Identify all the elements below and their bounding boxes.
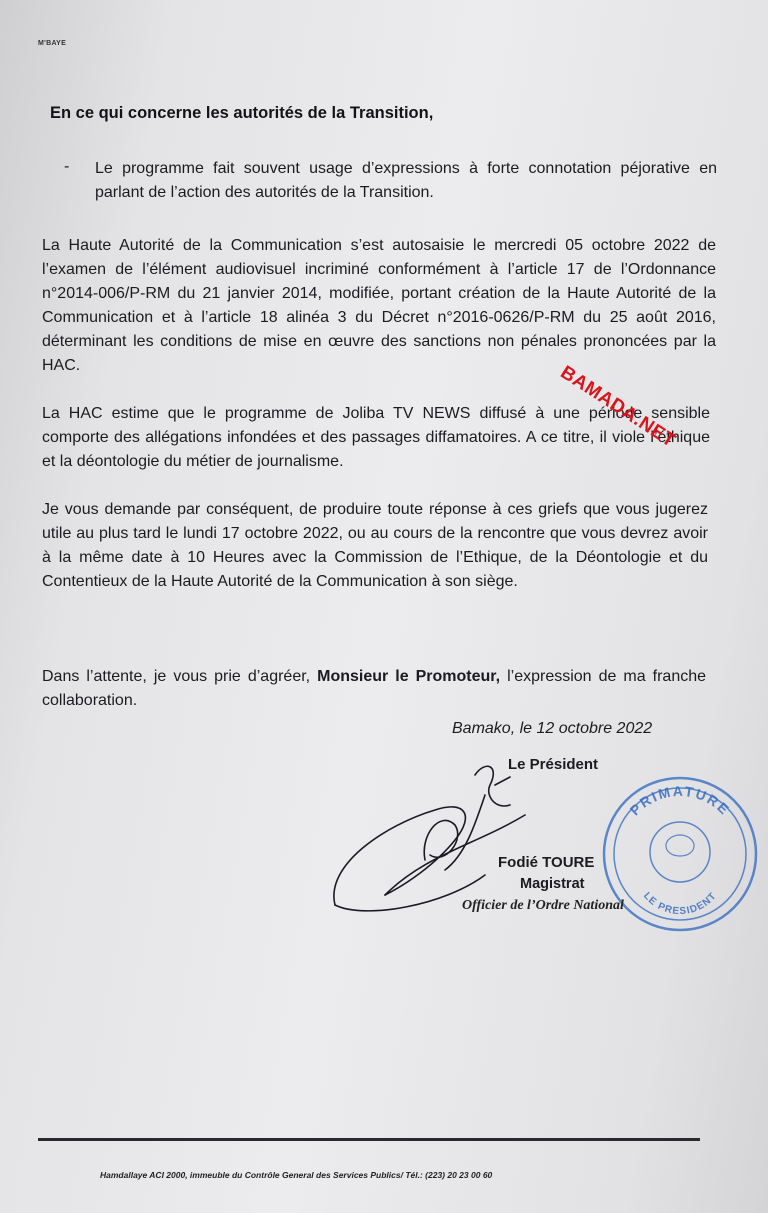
closing-after: l’expression de ma franche collaboration.: [42, 668, 707, 709]
place-date: Bamako, le 12 octobre 2022: [452, 720, 653, 737]
handwritten-signature: [325, 755, 545, 920]
svg-text:LE PRESIDENT: [641, 891, 719, 918]
paragraph-self-referral: La Haute Autorité de la Communication s’est autosaisie le mercredi 05 octobre 2022 de l’examen de l’élément audiovisuel incriminé conformément à l’article 17 de l’Ordonnance n°2014-006/P-RM du 21 janvier 2014, modifiée, portant création de la Haute Autorité de la Communication et à l’article 18 alinéa 3 du Décret n°2016-0626/P-RM du 25 août 2016, déterminant les conditions de mise en œuvre des sanctions non pénales prononcées par la HAC.: [42, 237, 716, 374]
bullet-dash: -: [64, 158, 70, 175]
stamp-top-text: PRIMATURE: [626, 782, 734, 819]
footer-divider: [38, 1138, 700, 1141]
bullet-text: Le programme fait souvent usage d’expressions à forte connotation péjorative en parlant de l’action des autorités de la Transition.: [95, 160, 717, 201]
paragraph-request: Je vous demande par conséquent, de produire toute réponse à ces griefs que vous jugerez utile au plus tard le lundi 17 octobre 2022, ou au cours de la rencontre que vous devrez avoir à la même date à 10 Heures avec la Commission de l’Ethique, de la Déontologie et du Contentieux de la Haute Autorité de la Communication à son siège.: [42, 501, 708, 590]
footer-address: Hamdallaye ACI 2000, immeuble du Contrôle General des Services Publics/ Tél.: (223) 20 23 00 60: [100, 1170, 493, 1180]
signatory-role: Magistrat: [520, 876, 585, 892]
paragraph-closing: [42, 665, 706, 713]
reference-code: M'BAYE: [38, 40, 67, 47]
official-stamp: [600, 772, 760, 937]
signatory-distinction: Officier de l’Ordre National: [462, 898, 624, 913]
paragraph-assessment: La HAC estime que le programme de Joliba TV NEWS diffusé à une période sensible comporte des allégations infondées et des passages diffamatoires. A ce titre, il viole l’éthique et la déontologie du métier de journalisme.: [42, 405, 710, 470]
stamp-bottom-text: LE PRESIDENT: [640, 890, 720, 918]
signatory-name: Fodié TOURE: [498, 854, 595, 871]
closing-addressee: Monsieur le Promoteur,: [317, 668, 501, 685]
section-title: En ce qui concerne les autorités de la Transition,: [50, 104, 434, 122]
signatory-title: Le Président: [508, 756, 599, 773]
watermark: BAMADA.NET: [556, 362, 680, 452]
closing-before: Dans l’attente, je vous prie d’agréer,: [42, 668, 318, 685]
